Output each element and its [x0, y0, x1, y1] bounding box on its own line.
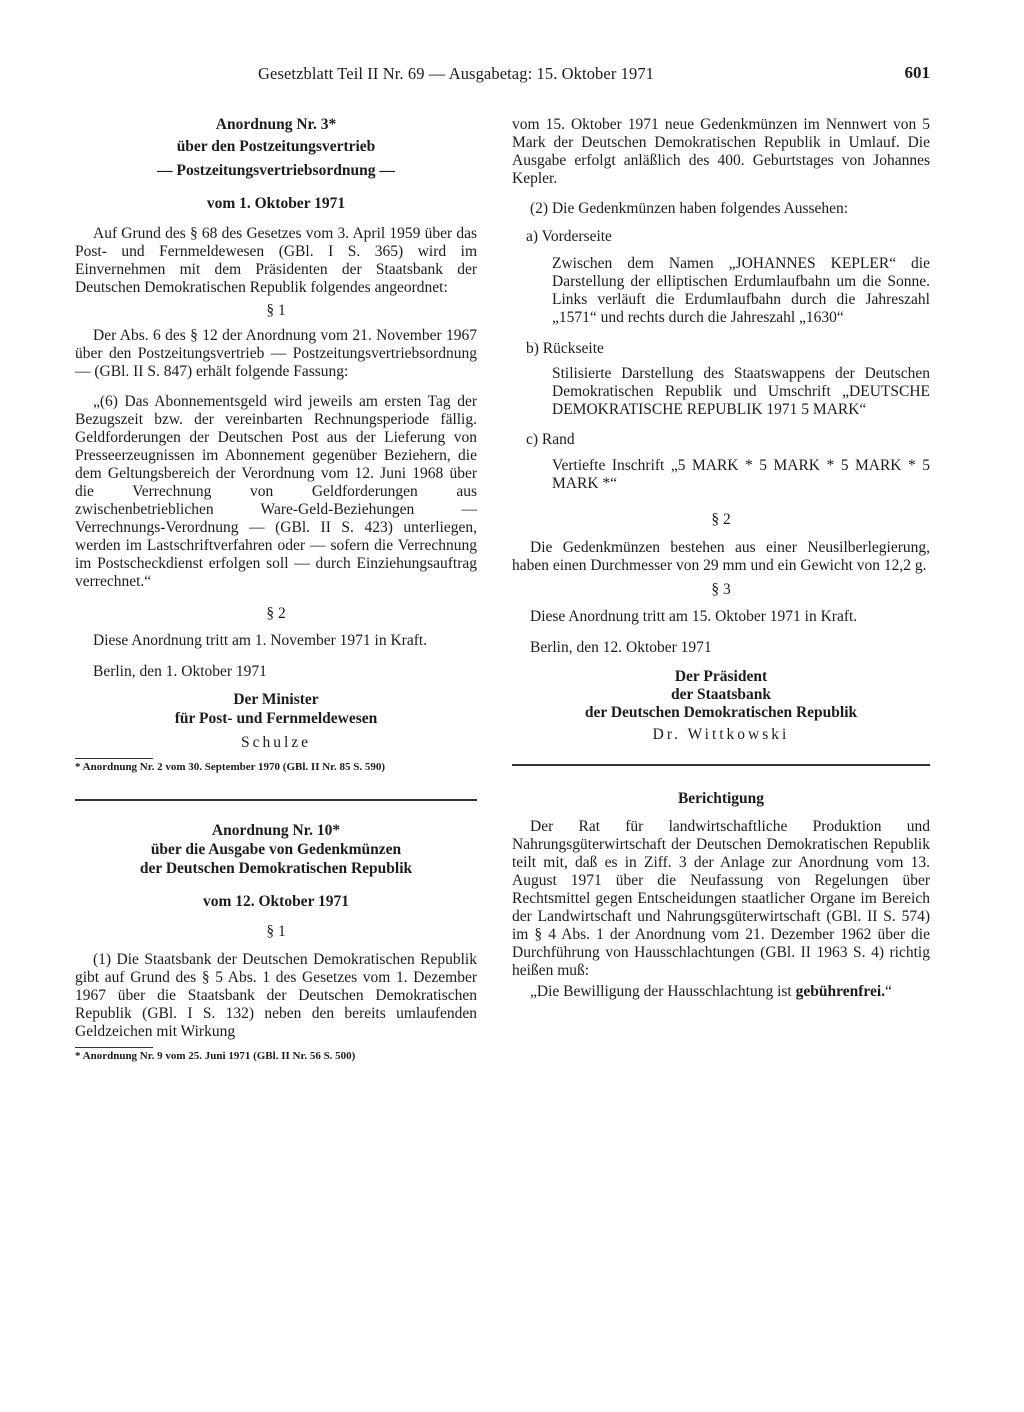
a2-title: Anordnung Nr. 10* — [211, 822, 341, 839]
a1-signatory-2: für Post- und Fernmeldewesen — [174, 710, 378, 727]
footnote-rule — [75, 758, 153, 759]
reverse-text: Stilisierte Darstellung des Staatswappens der Deutschen Demokratischen Republik und Umschrift „DEUTSCHE DEMOKRATISCHE REPUBLIK 1971 5 MARK“ — [552, 365, 930, 418]
a1-intro: Auf Grund des § 68 des Gesetzes vom 3. April 1959 über das Post- und Fernmeldewesen (GBl. I S. 365) wird im Einvernehmen mit dem Präsidenten der Staatsbank der Deutschen Demokratischen Republik folgendes angeordnet: — [75, 225, 477, 296]
page-header — [258, 64, 930, 84]
a1-subtitle-2: — Postzeitungsvertriebsordnung — — [157, 162, 395, 179]
edge-text: Vertiefte Inschrift „5 MARK * 5 MARK * 5 MARK * 5 MARK *“ — [552, 457, 930, 492]
obverse-text: Zwischen dem Namen „JOHANNES KEPLER“ die Darstellung der elliptischen Erdumlaufbahn um die Sonne. Links verläuft die Erdumlaufbahn durch die Jahreszahl „1571“ und rechts durch die Jahreszahl „1630“ — [552, 255, 930, 326]
edge-label: c) Rand — [526, 431, 575, 448]
correction-quote — [512, 983, 930, 1001]
footnote-rule — [75, 1047, 153, 1048]
a1-section-2-text: Diese Anordnung tritt am 1. November 1971 in Kraft. — [93, 632, 428, 649]
right-column — [512, 116, 930, 1001]
a2-section-2: § 2 — [711, 511, 731, 528]
a2-subtitle-1: über die Ausgabe von Gedenkmünzen — [150, 841, 402, 858]
reverse-label: b) Rückseite — [526, 340, 604, 357]
a1-title: Anordnung Nr. 3* — [215, 116, 337, 133]
obverse-label: a) Vorderseite — [526, 228, 612, 245]
left-column — [75, 116, 477, 1063]
a1-signatory-1: Der Minister — [233, 691, 319, 708]
a2-date: vom 12. Oktober 1971 — [202, 893, 350, 910]
a1-section-2: § 2 — [266, 605, 286, 622]
correction-text: Der Rat für landwirtschaftliche Produktion und Nahrungsgüterwirtschaft der Deutschen Demokratischen Republik teilt mit, daß es in Ziff. 3 der Anlage zur Anordnung vom 13. August 1971 über die Neufassung von Regelungen über Rechtsmittel gegen Entscheidungen staatlicher Organe im Bereich der Landwirtschaft und Nahrungsgüterwirtschaft (GBl. II S. 574) im § 4 Abs. 1 der Anordnung vom 21. Dezember 1962 über die Durchführung von Hausschlachtungen (GBl. II 1963 S. 4) richtig heißen muß: — [512, 818, 930, 979]
a1-place-date: Berlin, den 1. Oktober 1971 — [93, 663, 267, 680]
a2-section-3-text: Diese Anordnung tritt am 15. Oktober 1971 in Kraft. — [530, 608, 858, 625]
correction-title: Berichtigung — [677, 790, 765, 807]
a1-quote: „(6) Das Abonnementsgeld wird jeweils am ersten Tag der Bezugszeit bzw. der vereinbarten Rechnungsperiode fällig. Geldforderungen der Deutschen Post aus der Lieferung von Presseerzeugnissen im Abonnement gegenüber Beziehern, die dem Geltungsbereich der Verordnung vom 12. Juni 1968 über die Verrechnung von Geldforderungen aus zwischenbetrieblichen Ware-Geld-Beziehungen — Verrechnungs-Verordnung — (GBl. II S. 423) unterliegen, werden im Lastschriftverfahren oder — sofern die Verrechnung im Postscheckdienst erfolgen soll — durch Einziehungsauftrag verrechnet.“ — [75, 393, 477, 590]
a2-section-1: § 1 — [266, 923, 286, 940]
a2-signatory-2: der Staatsbank — [670, 686, 772, 703]
a2-subtitle-2: der Deutschen Demokratischen Republik — [139, 860, 413, 877]
a2-paragraph-1: (1) Die Staatsbank der Deutschen Demokratischen Republik gibt auf Grund des § 5 Abs. 1 des Gesetzes vom 1. Dezember 1967 über die Staatsbank der Deutschen Demokratischen Republik (GBl. I S. 132) neben den bereits umlaufenden Geldzeichen mit Wirkung — [75, 951, 477, 1040]
a2-section-3: § 3 — [711, 581, 731, 598]
a1-section-1-text: Der Abs. 6 des § 12 der Anordnung vom 21. November 1967 über den Postzeitungsvertrieb — Postzeitungsvertriebsordnung — (GBl. II S. 847) erhält folgende Fassung: — [75, 327, 477, 380]
a2-signatory-1: Der Präsident — [674, 668, 768, 685]
a1-date: vom 1. Oktober 1971 — [206, 195, 346, 212]
page-number: 601 — [904, 63, 930, 82]
a1-footnote: * Anordnung Nr. 2 vom 30. September 1970 (GBl. II Nr. 85 S. 590) — [75, 761, 386, 773]
a2-footnote: * Anordnung Nr. 9 vom 25. Juni 1971 (GBl. II Nr. 56 S. 500) — [75, 1050, 356, 1062]
section-divider-left — [75, 799, 477, 801]
correction-quote-end: “ — [885, 983, 892, 1000]
a2-paragraph-2: (2) Die Gedenkmünzen haben folgendes Aussehen: — [530, 200, 849, 217]
correction-quote-emphasis: gebührenfrei. — [795, 983, 886, 1000]
header-title: Gesetzblatt Teil II Nr. 69 — Ausgabetag: 15. Oktober 1971 — [258, 64, 655, 83]
a2-place-date: Berlin, den 12. Oktober 1971 — [530, 639, 712, 656]
a1-section-1: § 1 — [266, 302, 286, 319]
a2-section-2-text: Die Gedenkmünzen bestehen aus einer Neusilberlegierung, haben einen Durchmesser von 29 mm und ein Gewicht von 12,2 g. — [512, 539, 930, 574]
section-divider-right — [512, 764, 930, 766]
a2-signatory-3: der Deutschen Demokratischen Republik — [584, 704, 858, 721]
a2-paragraph-1-continued: vom 15. Oktober 1971 neue Gedenkmünzen im Nennwert von 5 Mark der Deutschen Demokratischen Republik in Umlauf. Die Ausgabe erfolgt anläßlich des 400. Geburtstages von Johannes Kepler. — [512, 116, 930, 187]
a1-signatory-name: Schulze — [240, 734, 312, 751]
a2-signatory-name: Dr. Wittkowski — [652, 726, 790, 743]
correction-quote-lead: „Die Bewilligung der Hausschlachtung ist — [530, 983, 796, 1000]
a1-subtitle-1: über den Postzeitungsvertrieb — [176, 138, 376, 155]
